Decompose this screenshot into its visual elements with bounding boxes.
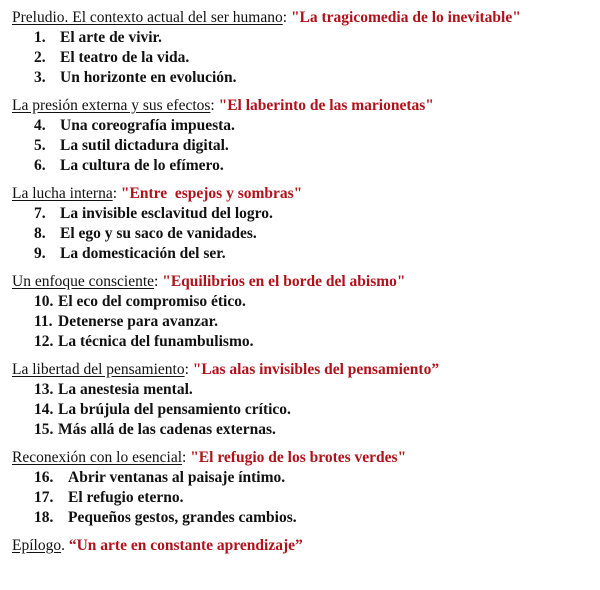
item-number: 18. [34, 509, 54, 526]
section-label: Reconexión con lo esencial [12, 449, 183, 466]
item-text: Pequeños gestos, grandes cambios. [68, 509, 297, 526]
item-number: 4. [34, 117, 46, 134]
list-item [34, 224, 600, 244]
item-list [12, 116, 600, 176]
section-label: Un enfoque consciente [12, 273, 155, 290]
list-item [34, 292, 600, 312]
item-list [12, 380, 600, 440]
item-number: 3. [34, 69, 46, 86]
list-item [34, 380, 600, 400]
section-label: Preludio. El contexto actual del ser humano [12, 9, 283, 26]
item-list [12, 204, 600, 264]
section-header: La lucha interna: "Entre espejos y sombras" [12, 185, 303, 202]
section-header: Un enfoque consciente: "Equilibrios en el borde del abismo" [12, 273, 406, 290]
item-number: 1. [34, 29, 46, 46]
item-number: 16. [34, 469, 54, 486]
section-label: Epílogo [12, 537, 62, 554]
item-text: Abrir ventanas al paisaje íntimo. [68, 469, 286, 486]
list-item [34, 488, 600, 508]
section-title: "El refugio de los brotes verdes" [190, 449, 407, 466]
list-item [34, 420, 600, 440]
section-header: Reconexión con lo esencial: "El refugio de los brotes verdes" [12, 449, 407, 466]
item-number: 14. [34, 401, 54, 418]
section-label: La presión externa y sus efectos [12, 97, 211, 114]
item-text: La cultura de lo efímero. [60, 157, 224, 174]
item-text: La invisible esclavitud del logro. [60, 205, 273, 222]
section-enfoque-consciente [12, 272, 600, 352]
section-header: La libertad del pensamiento: "Las alas invisibles del pensamiento” [12, 361, 440, 378]
list-item [34, 136, 600, 156]
item-list [12, 292, 600, 352]
item-text: La domesticación del ser. [60, 245, 226, 262]
item-number: 9. [34, 245, 46, 262]
section-title: "La tragicomedia de lo inevitable" [290, 9, 521, 26]
list-item [34, 116, 600, 136]
item-number: 15. [34, 421, 54, 438]
section-presion-externa [12, 96, 600, 176]
item-text: El arte de vivir. [60, 29, 162, 46]
section-title: "El laberinto de las marionetas" [218, 97, 434, 114]
section-lucha-interna [12, 184, 600, 264]
list-item [34, 28, 600, 48]
section-title: “Un arte en constante aprendizaje” [68, 537, 303, 554]
section-preludio [12, 8, 600, 88]
item-number: 2. [34, 49, 46, 66]
section-title: "Las alas invisibles del pensamiento” [192, 361, 440, 378]
section-reconexion [12, 448, 600, 528]
item-text: Detenerse para avanzar. [58, 313, 218, 330]
section-epilogo [12, 536, 600, 556]
section-header [12, 536, 600, 556]
item-text: El eco del compromiso ético. [58, 293, 246, 310]
item-text: La técnica del funambulismo. [58, 333, 254, 350]
section-title: "Equilibrios en el borde del abismo" [162, 273, 406, 290]
list-item [34, 312, 600, 332]
item-text: El ego y su saco de vanidades. [60, 225, 257, 242]
list-item [34, 48, 600, 68]
list-item [34, 68, 600, 88]
item-number: 5. [34, 137, 46, 154]
section-libertad-pensamiento [12, 360, 600, 440]
section-label: La libertad del pensamiento [12, 361, 185, 378]
item-text: Más allá de las cadenas externas. [58, 421, 276, 438]
item-text: La anestesia mental. [58, 381, 193, 398]
item-text: La brújula del pensamiento crítico. [58, 401, 291, 418]
label-separator: . [61, 537, 65, 554]
item-number: 17. [34, 489, 54, 506]
item-text: La sutil dictadura digital. [60, 137, 229, 154]
item-text: El teatro de la vida. [60, 49, 190, 66]
item-number: 12. [34, 333, 54, 350]
item-number: 13. [34, 381, 54, 398]
list-item [34, 400, 600, 420]
list-item [34, 204, 600, 224]
item-number: 7. [34, 205, 46, 222]
section-header: Preludio. El contexto actual del ser humano: "La tragicomedia de lo inevitable" [12, 9, 521, 26]
list-item [34, 508, 600, 528]
item-number: 6. [34, 157, 46, 174]
section-title: "Entre espejos y sombras" [120, 185, 303, 202]
item-list [12, 28, 600, 88]
item-text: Una coreografía impuesta. [60, 117, 235, 134]
list-item [34, 156, 600, 176]
item-number: 8. [34, 225, 46, 242]
list-item [34, 468, 600, 488]
item-list [12, 468, 600, 528]
section-header: La presión externa y sus efectos: "El laberinto de las marionetas" [12, 97, 434, 114]
list-item [34, 332, 600, 352]
list-item [34, 244, 600, 264]
item-text: El refugio eterno. [68, 489, 184, 506]
item-number: 11. [34, 313, 53, 330]
item-text: Un horizonte en evolución. [60, 69, 237, 86]
item-number: 10. [34, 293, 54, 310]
section-label: La lucha interna [12, 185, 113, 202]
